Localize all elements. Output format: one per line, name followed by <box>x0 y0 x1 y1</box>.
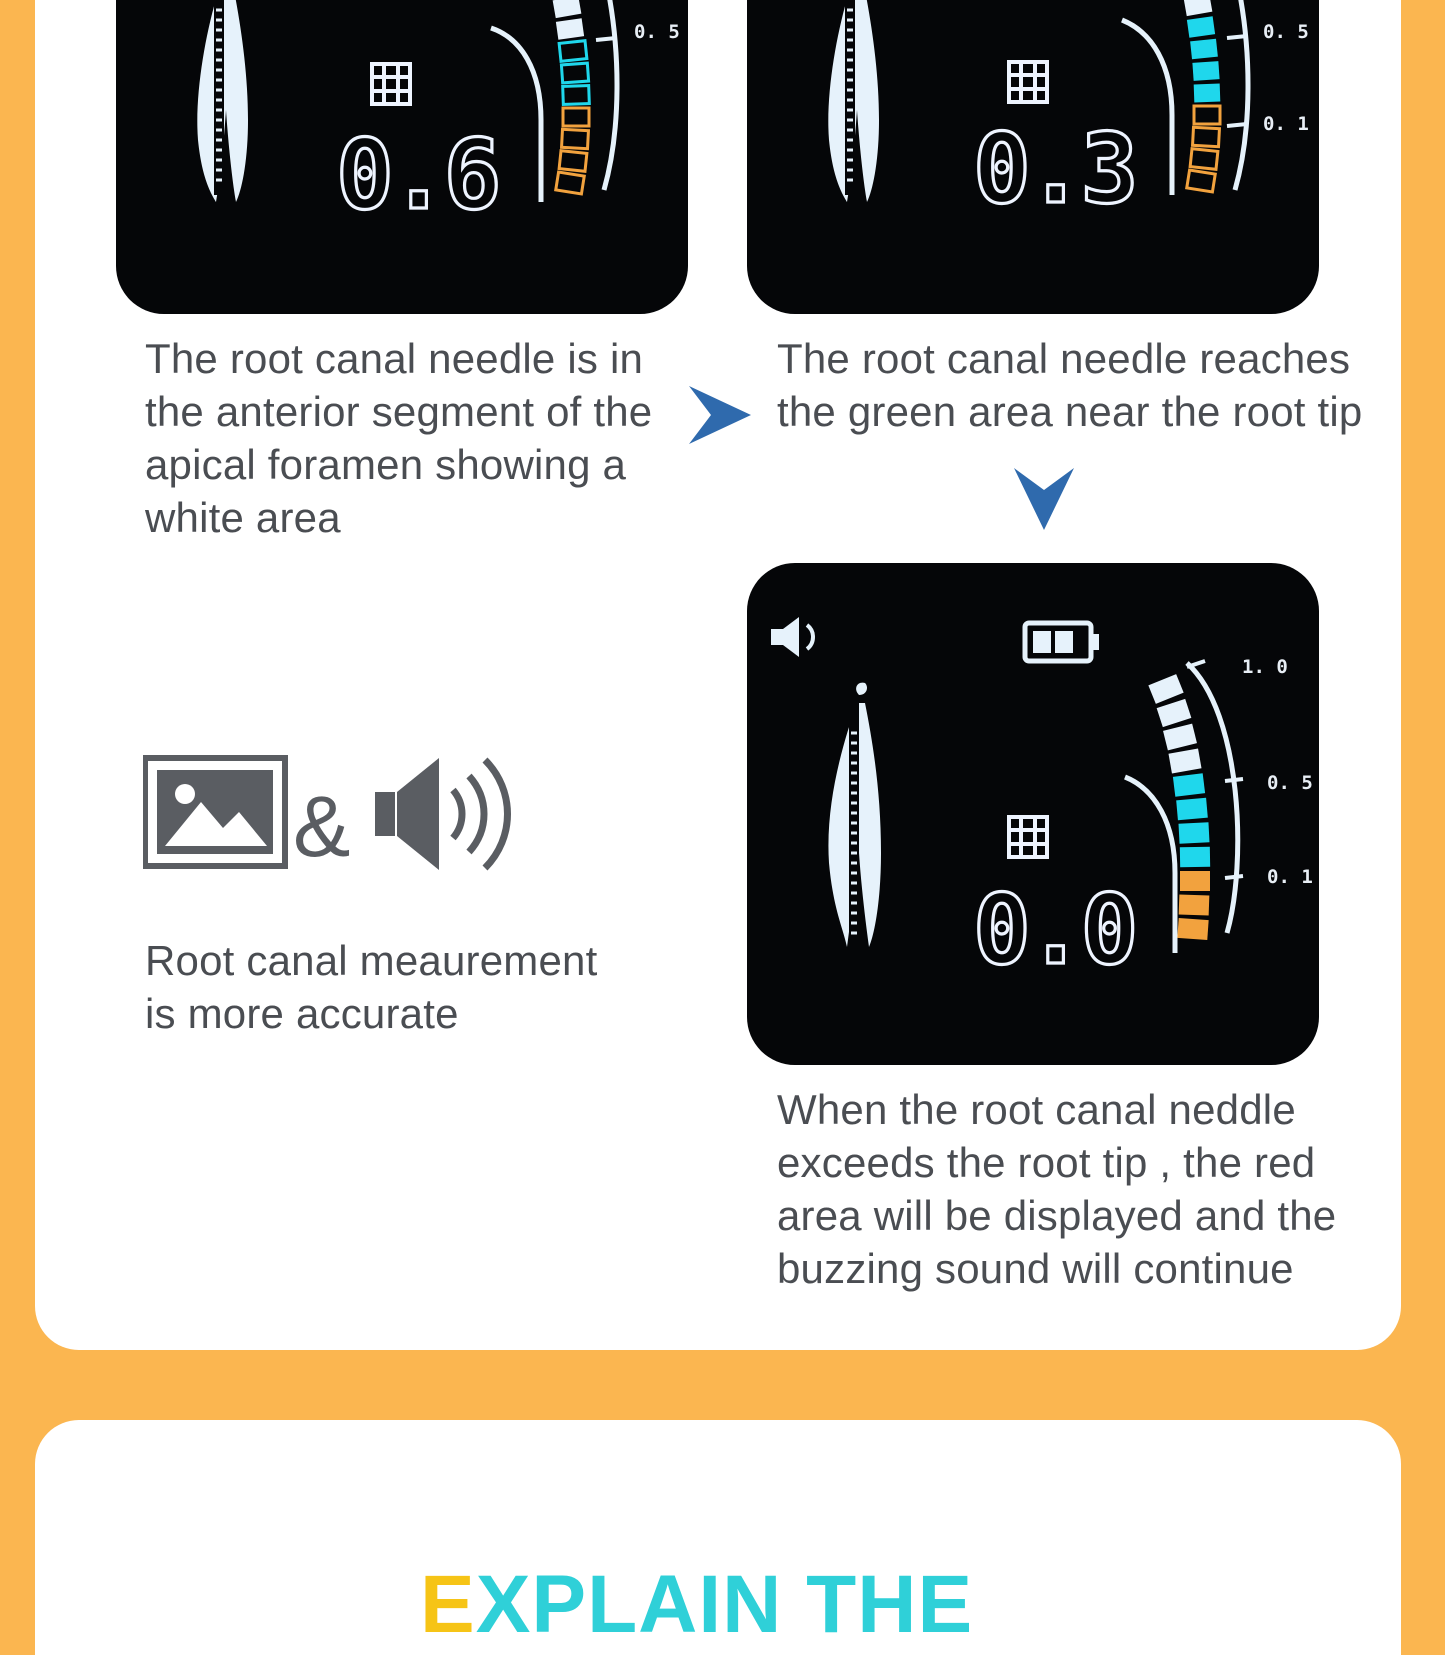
caption-green-area <box>777 332 1375 438</box>
lcd-display <box>747 563 1319 1065</box>
scale-label: 0. 5 <box>634 21 680 43</box>
caption-line: white area <box>145 494 341 541</box>
caption-line: The root canal needle reaches <box>777 335 1351 382</box>
section-title-rest: XPLAIN THE <box>475 1559 974 1650</box>
depth-reading: 0.0 <box>973 874 1135 986</box>
depth-bar-segments <box>1184 0 1221 192</box>
section-title-accent: E <box>420 1559 476 1650</box>
lcd-screen-reading-00 <box>747 563 1319 1065</box>
lcd-display <box>116 0 688 314</box>
lcd-screen-reading-03 <box>747 0 1319 314</box>
scale-label: 1. 0 <box>1242 656 1288 678</box>
canal-line <box>491 28 541 202</box>
caption-line: area will be displayed and the <box>777 1192 1337 1239</box>
chevron-right-icon <box>687 384 753 446</box>
file-icon <box>372 64 410 104</box>
section-title <box>420 1560 973 1650</box>
image-and-sound-icons <box>143 752 528 872</box>
caption-line: exceeds the root tip , the red <box>777 1139 1316 1186</box>
caption-red-area <box>777 1083 1336 1295</box>
depth-reading: 0.3 <box>973 113 1135 225</box>
scale-label: 0. 1 <box>1267 866 1313 888</box>
depth-scale-arc <box>1235 0 1248 190</box>
speaker-icon <box>375 758 508 870</box>
caption-line: When the root canal neddle <box>777 1086 1296 1133</box>
caption-white-area <box>145 332 652 544</box>
caption-line: Root canal meaurement <box>145 937 598 984</box>
depth-scale-arc <box>604 0 617 190</box>
scale-label: 0. 1 <box>1263 113 1309 135</box>
scale-label: 0. 5 <box>1263 21 1309 43</box>
depth-reading: 0.6 <box>336 119 498 231</box>
caption-line: is more accurate <box>145 990 459 1037</box>
caption-line: the anterior segment of the <box>145 388 653 435</box>
caption-line: the green area near the root tip <box>777 388 1363 435</box>
caption-line: buzzing sound will continue <box>777 1245 1294 1292</box>
speaker-icon <box>771 617 813 657</box>
caption-line: The root canal needle is in <box>145 335 644 382</box>
battery-icon <box>1025 623 1099 661</box>
scale-label: 0. 5 <box>1267 772 1313 794</box>
lcd-display <box>747 0 1319 314</box>
lcd-screen-reading-06 <box>116 0 688 314</box>
image-icon <box>145 758 285 866</box>
file-icon <box>1009 817 1047 857</box>
ampersand-symbol: & <box>293 779 351 872</box>
caption-accuracy <box>145 934 597 1040</box>
chevron-down-icon <box>1012 466 1076 532</box>
depth-scale-arc <box>1187 663 1238 933</box>
file-icon <box>1009 62 1047 102</box>
caption-line: apical foramen showing a <box>145 441 627 488</box>
depth-bar-segments <box>553 0 590 194</box>
